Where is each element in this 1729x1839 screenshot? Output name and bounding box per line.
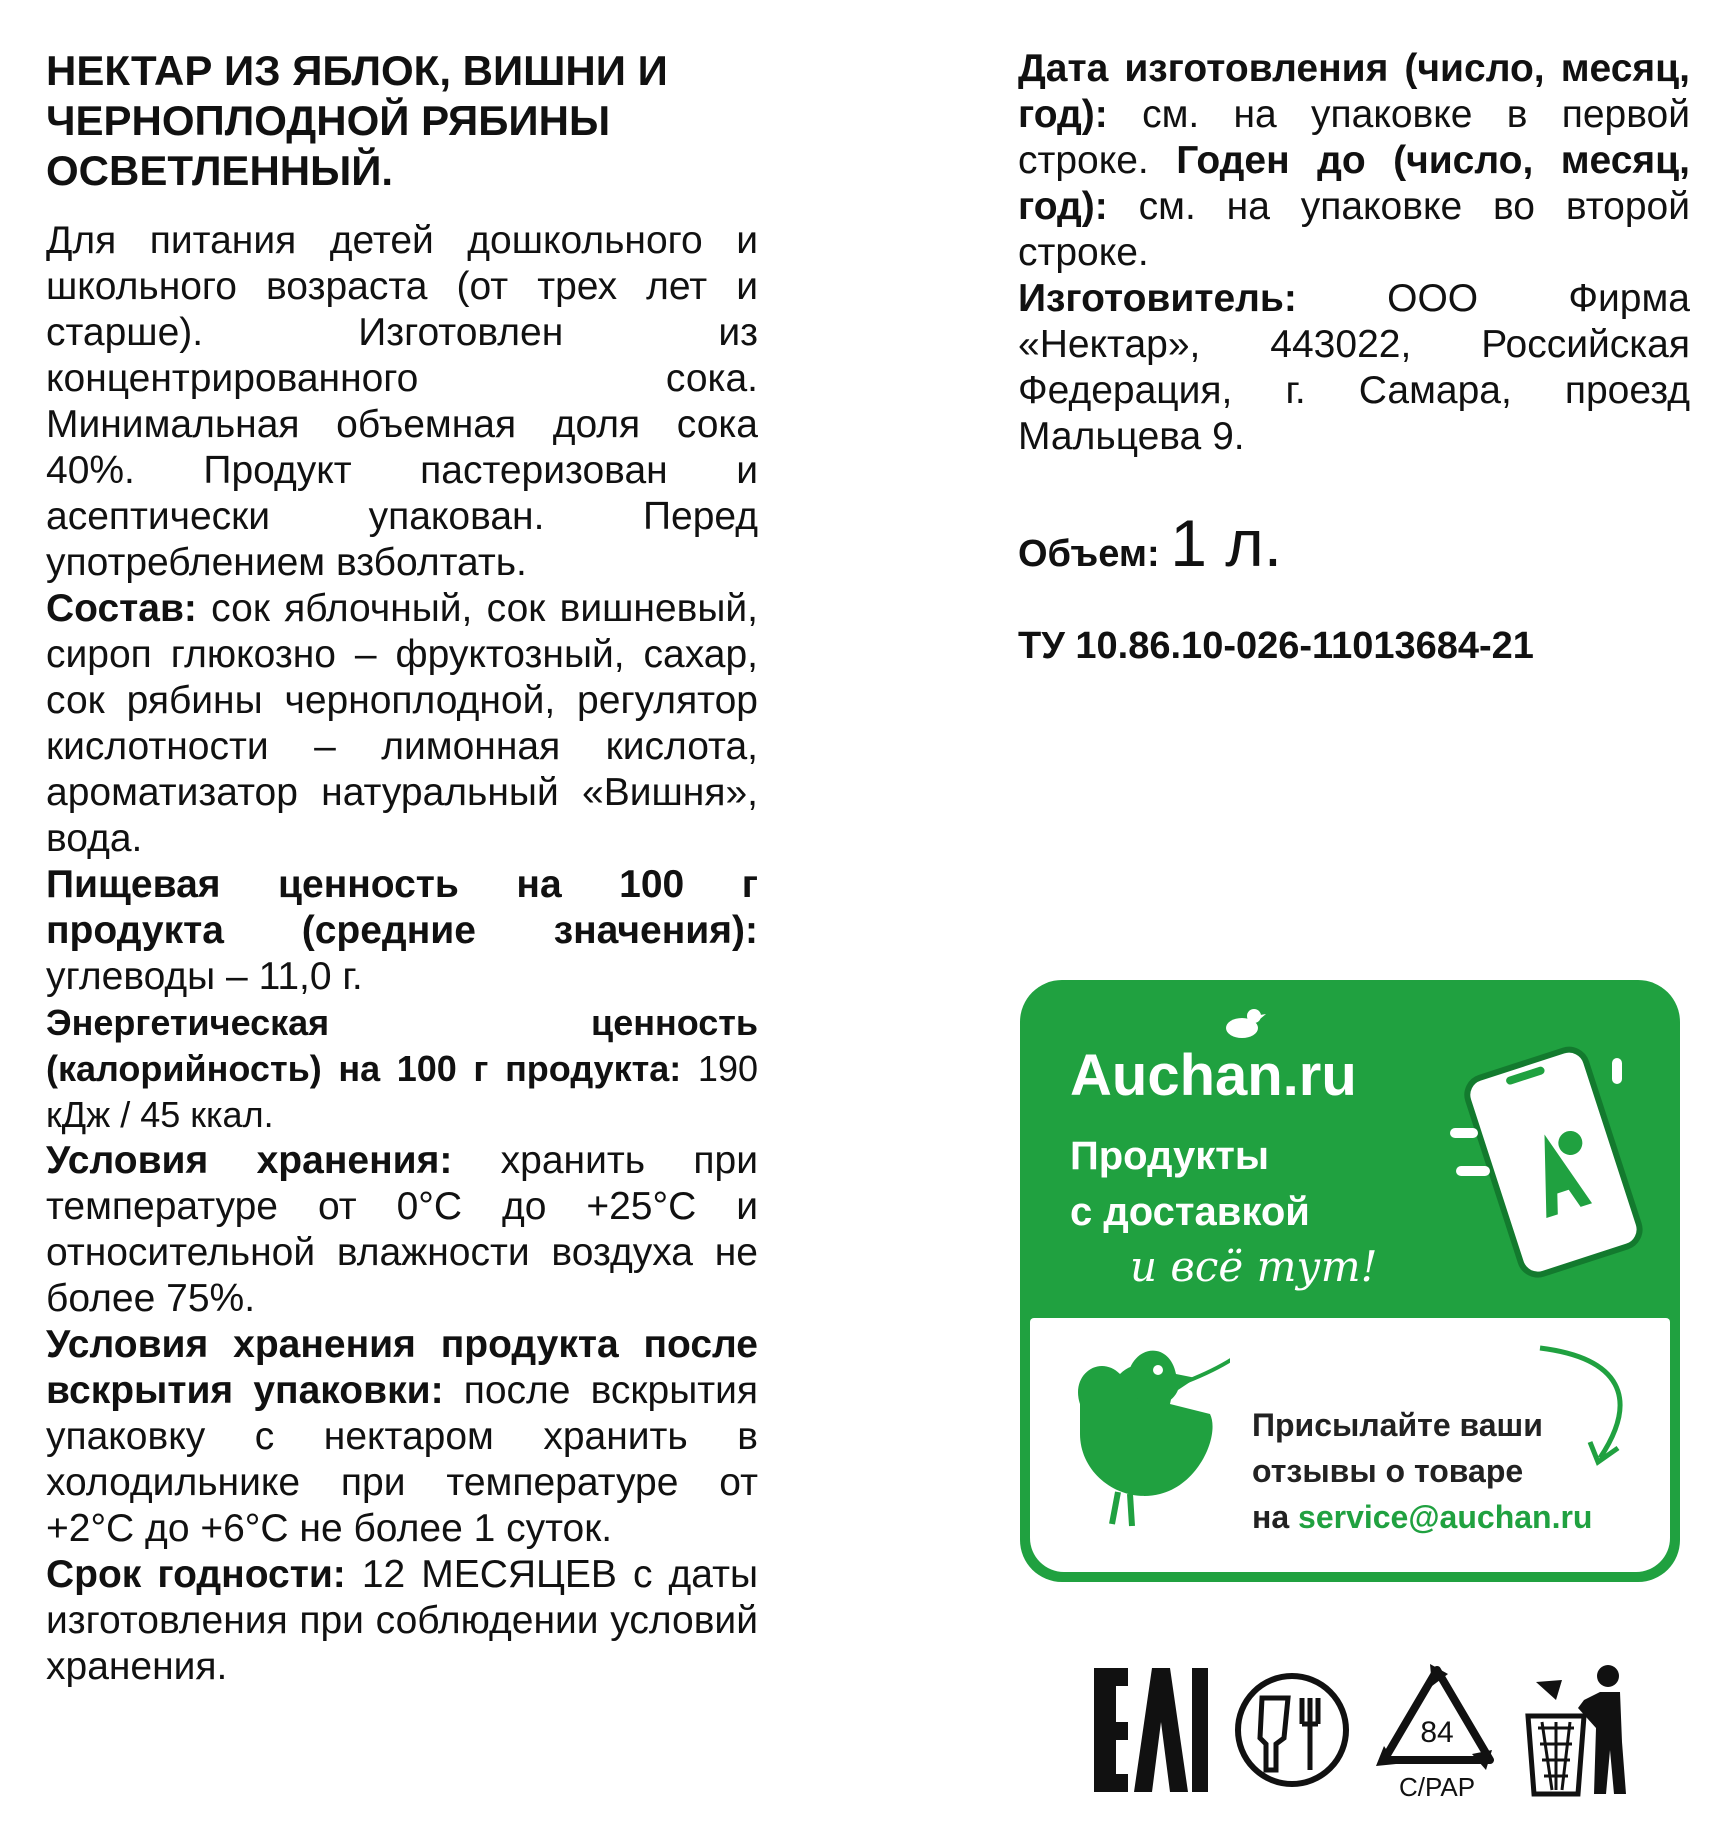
best-before-text: см. на упаковке во второй строке. xyxy=(1018,185,1690,274)
shelf-life xyxy=(46,1552,758,1690)
storage-text: хранить при температуре от 0°С до +25°С и относительной влажности воздуха не более 75%. xyxy=(46,1139,758,1320)
feedback-line3 xyxy=(1252,1494,1592,1540)
auchan-banner xyxy=(1020,980,1680,1582)
storage-open-text: после вскрытия упаковку с нектаром хранить в холодильнике при температуре от +2°С до +6°С не более 1 суток. xyxy=(46,1369,758,1550)
nutrition xyxy=(46,862,758,1000)
volume xyxy=(1018,506,1690,580)
manufacturer-text: ООО Фирма «Нектар», 443022, Российская Федерация, г. Самара, проезд Мальцева 9. xyxy=(1018,277,1690,458)
auchan-tagline-line2: с доставкой xyxy=(1070,1190,1310,1234)
feedback-line2: отзывы о товаре xyxy=(1252,1453,1524,1489)
feedback-line1: Присылайте ваши xyxy=(1252,1407,1543,1443)
tidyman-icon xyxy=(1522,1662,1642,1802)
bird-logo-icon xyxy=(1218,1002,1266,1042)
right-column xyxy=(1018,46,1690,668)
auchan-tagline-line1: Продукты xyxy=(1070,1134,1269,1178)
food-contact-icon xyxy=(1232,1662,1352,1798)
auchan-tagline xyxy=(1070,1128,1310,1240)
composition xyxy=(46,586,758,862)
production-date-text: см. на упаковке в первой строке. xyxy=(1018,93,1690,182)
left-column xyxy=(46,46,758,1690)
production-date-label: Дата изготовления (число, месяц, год): xyxy=(1018,47,1690,136)
energy-text: 190 кДж / 45 ккал. xyxy=(46,1048,758,1135)
feedback-panel xyxy=(1030,1318,1670,1572)
nutrition-text: углеводы – 11,0 г. xyxy=(46,955,363,998)
eac-mark-icon xyxy=(1090,1662,1210,1798)
ray-icon xyxy=(1456,1166,1490,1176)
shelf-life-label: Срок годности: xyxy=(46,1553,346,1596)
ray-icon xyxy=(1450,1128,1478,1138)
ray-icon xyxy=(1612,1058,1622,1084)
energy-label: Энергетическая ценность (калорийность) на 100 г продукта: xyxy=(46,1002,758,1089)
certification-marks xyxy=(1090,1662,1650,1802)
storage-open xyxy=(46,1322,758,1552)
shelf-life-text: 12 МЕСЯЦЕВ с даты изготовления при соблюдении условий хранения. xyxy=(46,1553,758,1688)
arrow-icon xyxy=(1530,1338,1650,1478)
composition-label: Состав: xyxy=(46,587,197,630)
energy xyxy=(46,1000,758,1138)
product-title: НЕКТАР ИЗ ЯБЛОК, ВИШНИ И ЧЕРНОПЛОДНОЙ РЯБИНЫ ОСВЕТЛЕННЫЙ. xyxy=(46,47,668,194)
composition-text: сок яблочный, сок вишневый, сироп глюкозно – фруктозный, сахар, сок рябины черноплодной, регулятор кислотности – лимонная кислота, ароматизатор натуральный «Вишня», вода. xyxy=(46,587,758,860)
feedback-email[interactable]: service@auchan.ru xyxy=(1298,1499,1593,1535)
storage-label: Условия хранения: xyxy=(46,1139,453,1182)
auchan-script: и всё тут! xyxy=(1130,1242,1378,1291)
production-date xyxy=(1018,46,1690,276)
tu-code: ТУ 10.86.10-026-11013684-21 xyxy=(1018,625,1534,667)
volume-value: 1 л. xyxy=(1170,506,1283,580)
recycle-code: 84 xyxy=(1420,1716,1454,1749)
storage xyxy=(46,1138,758,1322)
storage-open-label: Условия хранения продукта после вскрытия упаковки: xyxy=(46,1323,758,1412)
smartphone-icon xyxy=(1450,1038,1650,1278)
recycle-icon xyxy=(1372,1662,1502,1802)
manufacturer xyxy=(1018,276,1690,460)
recycle-material: C/PAP xyxy=(1398,1772,1476,1802)
volume-label: Объем: xyxy=(1018,533,1160,575)
auchan-site: Auchan.ru xyxy=(1070,1043,1357,1108)
best-before-label: Годен до (число, месяц, год): xyxy=(1018,139,1690,228)
intro-text: Для питания детей дошкольного и школьного возраста (от трех лет и старше). Изготовлен из концентрированного сока. Минимальная объемная доля сока 40%. Продукт пастеризован и асептически упакован. Перед употреблением взболтать. xyxy=(46,219,758,584)
nutrition-label: Пищевая ценность на 100 г продукта (средние значения): xyxy=(46,863,758,952)
feedback-prefix: на xyxy=(1252,1499,1299,1535)
manufacturer-label: Изготовитель: xyxy=(1018,277,1297,320)
bird-mascot-icon xyxy=(1060,1334,1230,1534)
